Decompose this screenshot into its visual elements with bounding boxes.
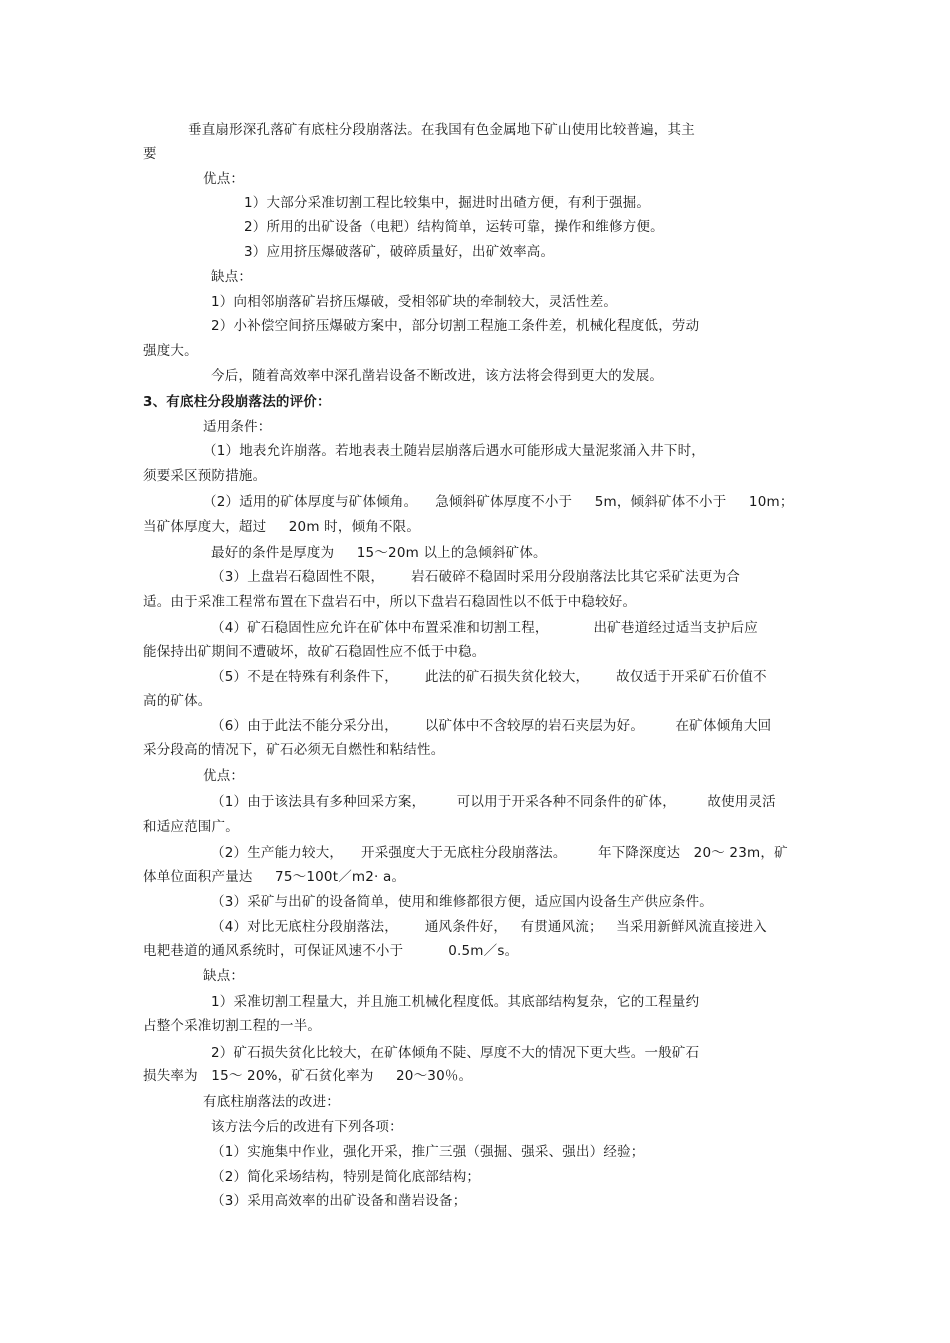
section-heading: 适用条件： xyxy=(203,419,272,435)
paragraph-line: 占整个采准切割工程的一半。 xyxy=(143,1018,322,1034)
list-item: （3）采矿与出矿的设备简单，使用和维修都很方便，适应国内设备生产供应条件。 xyxy=(211,894,713,910)
section-heading: 缺点： xyxy=(203,968,245,984)
paragraph-line: 最好的条件是厚度为 15～20m 以上的急倾斜矿体。 xyxy=(211,545,547,561)
list-item: （3）上盘岩石稳固性不限， 岩石破碎不稳固时采用分段崩落法比其它采矿法更为合 xyxy=(211,569,740,585)
paragraph-line: 须要采区预防措施。 xyxy=(143,468,267,484)
list-item: 1）采准切割工程量大，并且施工机械化程度低。其底部结构复杂，它的工程量约 xyxy=(211,994,700,1010)
paragraph-line: 体单位面积产量达 75～100t／m2· a。 xyxy=(143,869,406,885)
list-item: （2）生产能力较大， 开采强度大于无底柱分段崩落法。 年下降深度达 20～ 23m，矿 xyxy=(211,845,788,861)
section-title: 3、有底柱分段崩落法的评价： xyxy=(143,394,331,410)
list-item: 2）小补偿空间挤压爆破方案中，部分切割工程施工条件差，机械化程度低，劳动 xyxy=(211,318,700,334)
section-heading: 缺点： xyxy=(211,269,253,285)
list-item: （2）适用的矿体厚度与矿体倾角。 急倾斜矿体厚度不小于 5m，倾斜矿体不小于 10m； xyxy=(203,494,794,510)
section-heading: 优点： xyxy=(203,768,245,784)
section-heading: 有底柱崩落法的改进： xyxy=(203,1094,340,1110)
paragraph-line: 要 xyxy=(143,146,157,162)
paragraph-line: 能保持出矿期间不遭破坏，故矿石稳固性应不低于中稳。 xyxy=(143,644,486,660)
list-item: （6）由于此法不能分采分出， 以矿体中不含较厚的岩石夹层为好。 在矿体倾角大回 xyxy=(211,718,772,734)
list-item: （1）实施集中作业，强化开采，推广三强（强掘、强采、强出）经验； xyxy=(211,1144,645,1160)
list-item: 3）应用挤压爆破落矿，破碎质量好，出矿效率高。 xyxy=(244,244,555,260)
list-item: （2）简化采场结构，特别是简化底部结构； xyxy=(211,1169,481,1185)
paragraph-line: 该方法今后的改进有下列各项： xyxy=(211,1119,403,1135)
list-item: 1）向相邻崩落矿岩挤压爆破，受相邻矿块的牵制较大，灵活性差。 xyxy=(211,294,618,310)
list-item: （1）地表允许崩落。若地表表土随岩层崩落后遇水可能形成大量泥浆涌入井下时， xyxy=(203,443,705,459)
section-heading: 优点： xyxy=(203,171,245,187)
paragraph-line: 采分段高的情况下，矿石必须无自燃性和粘结性。 xyxy=(143,742,445,758)
list-item: （3）采用高效率的出矿设备和凿岩设备； xyxy=(211,1193,467,1209)
paragraph-line: 和适应范围广。 xyxy=(143,819,239,835)
list-item: （4）对比无底柱分段崩落法， 通风条件好， 有贯通风流； 当采用新鲜风流直接进入 xyxy=(211,919,767,935)
paragraph-line: 今后，随着高效率中深孔凿岩设备不断改进，该方法将会得到更大的发展。 xyxy=(211,368,664,384)
list-item: 1）大部分采准切割工程比较集中，掘进时出碴方便，有利于强掘。 xyxy=(244,195,651,211)
paragraph-line: 电耙巷道的通风系统时，可保证风速不小于 0.5m／s。 xyxy=(143,943,519,959)
paragraph-line: 强度大。 xyxy=(143,343,198,359)
paragraph-line: 适。由于采准工程常布置在下盘岩石中，所以下盘岩石稳固性以不低于中稳较好。 xyxy=(143,594,637,610)
paragraph-line: 垂直扇形深孔落矿有底柱分段崩落法。在我国有色金属地下矿山使用比较普遍，其主 xyxy=(188,122,695,138)
list-item: （5）不是在特殊有利条件下， 此法的矿石损失贫化较大， 故仅适于开采矿石价值不 xyxy=(211,669,767,685)
list-item: （1）由于该法具有多种回采方案， 可以用于开采各种不同条件的矿体， 故使用灵活 xyxy=(211,794,776,810)
paragraph-line: 当矿体厚度大，超过 20m 时，倾角不限。 xyxy=(143,519,421,535)
list-item: 2）矿石损失贫化比较大，在矿体倾角不陡、厚度不大的情况下更大些。一般矿石 xyxy=(211,1045,700,1061)
paragraph-line: 高的矿体。 xyxy=(143,693,212,709)
list-item: 2）所用的出矿设备（电耙）结构简单，运转可靠，操作和维修方便。 xyxy=(244,219,664,235)
list-item: （4）矿石稳固性应允许在矿体中布置采准和切割工程， 出矿巷道经过适当支护后应 xyxy=(211,620,758,636)
paragraph-line: 损失率为 15～ 20%，矿石贫化率为 20～30％。 xyxy=(143,1068,473,1084)
